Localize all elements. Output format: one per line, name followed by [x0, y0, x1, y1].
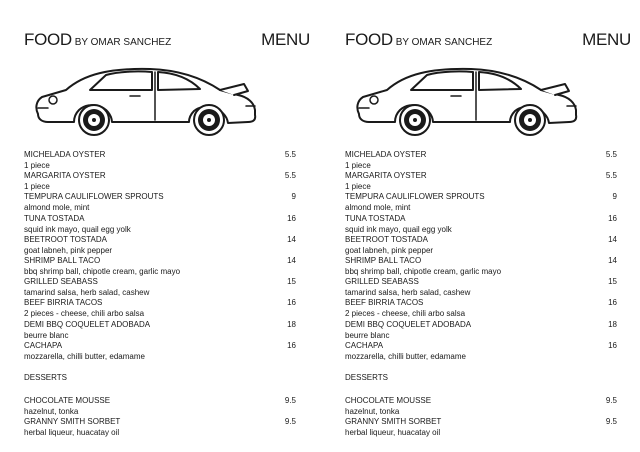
item-name: BEEF BIRRIA TACOS: [345, 298, 424, 308]
item-desc: almond mole, mint: [345, 203, 411, 213]
item-desc: herbal liqueur, huacatay oil: [345, 428, 441, 438]
car-icon: [24, 62, 270, 138]
item-name: GRANNY SMITH SORBET: [24, 417, 121, 427]
item-name: BEEF BIRRIA TACOS: [24, 298, 103, 308]
menu-item: [24, 150, 296, 171]
item-desc: herbal liqueur, huacatay oil: [24, 428, 120, 438]
item-price: 18: [608, 319, 617, 329]
item-price: 15: [608, 277, 617, 287]
brand-logo: [345, 30, 492, 50]
item-name: SHRIMP BALL TACO: [345, 255, 422, 265]
item-price: 14: [287, 234, 296, 244]
item-price: 9: [291, 192, 296, 202]
item-desc: beurre blanc: [24, 330, 69, 340]
menu-item: [345, 235, 617, 256]
item-desc: bbq shrimp ball, chipotle cream, garlic mayo: [345, 266, 502, 276]
menu-list: [24, 150, 296, 438]
item-desc: 2 pieces - cheese, chili arbo salsa: [345, 309, 466, 319]
brand-food: FOOD: [345, 30, 393, 49]
item-desc: mozzarella, chilli butter, edamame: [345, 351, 466, 361]
menu-item: [345, 277, 617, 298]
menu-item: [24, 214, 296, 235]
item-name: GRILLED SEABASS: [24, 277, 98, 287]
dessert-item: [24, 417, 296, 438]
item-price: 14: [608, 255, 617, 265]
item-desc: 2 pieces - cheese, chili arbo salsa: [24, 309, 145, 319]
menu-list: [345, 150, 617, 438]
item-desc: 1 piece: [24, 161, 50, 170]
dessert-item: [345, 417, 617, 438]
item-name: MICHELADA OYSTER: [24, 150, 106, 159]
car-icon: [345, 62, 591, 138]
item-price: 9.5: [605, 417, 617, 427]
dessert-item: [345, 396, 617, 417]
dessert-item: [24, 396, 296, 417]
item-name: CHOCOLATE MOUSSE: [24, 395, 111, 405]
menu-item: [24, 320, 296, 341]
item-price: 9: [612, 192, 617, 202]
item-desc: squid ink mayo, quail egg yolk: [24, 224, 131, 234]
item-price: 9.5: [284, 417, 296, 427]
item-name: BEETROOT TOSTADA: [24, 234, 107, 244]
item-name: TEMPURA CAULIFLOWER SPROUTS: [345, 192, 485, 202]
item-desc: 1 piece: [345, 182, 371, 192]
item-desc: beurre blanc: [345, 330, 390, 340]
item-price: 5.5: [284, 171, 296, 181]
item-desc: squid ink mayo, quail egg yolk: [345, 224, 452, 234]
menu-title: MENU: [582, 30, 631, 49]
item-price: 16: [287, 213, 296, 223]
item-name: SHRIMP BALL TACO: [24, 255, 101, 265]
menu-item: [24, 256, 296, 277]
menu-item: [24, 277, 296, 298]
menu-item: [24, 235, 296, 256]
item-desc: tamarind salsa, herb salad, cashew: [24, 288, 150, 298]
menu-item: [345, 150, 617, 171]
menu-item: [24, 298, 296, 319]
item-price: 15: [287, 277, 296, 287]
menu-item: [24, 171, 296, 192]
menu-item: [24, 192, 296, 213]
brand-byline: BY OMAR SANCHEZ: [71, 37, 172, 48]
item-name: DEMI BBQ COQUELET ADOBADA: [24, 319, 151, 329]
item-name: CACHAPA: [345, 340, 384, 350]
brand-logo: [24, 30, 171, 50]
item-name: GRILLED SEABASS: [345, 277, 419, 287]
item-desc: 1 piece: [24, 182, 50, 192]
item-name: TUNA TOSTADA: [24, 213, 85, 223]
menu-item: [24, 341, 296, 362]
item-name: DEMI BBQ COQUELET ADOBADA: [345, 319, 472, 329]
item-name: BEETROOT TOSTADA: [345, 234, 428, 244]
brand-food: FOOD: [24, 30, 72, 49]
menu-item: [345, 298, 617, 319]
item-name: MICHELADA OYSTER: [345, 150, 427, 159]
menu-item: [345, 256, 617, 277]
menu-title: MENU: [261, 30, 310, 49]
brand-byline: BY OMAR SANCHEZ: [392, 37, 493, 48]
menu-item: [345, 341, 617, 362]
item-price: 5.5: [605, 150, 617, 159]
menu-item: [345, 192, 617, 213]
item-price: 18: [287, 319, 296, 329]
menu-panel-right: [345, 0, 640, 452]
item-desc: hazelnut, tonka: [24, 406, 79, 416]
menu-item: [345, 171, 617, 192]
desserts-heading: DESSERTS: [345, 372, 388, 382]
item-price: 16: [608, 213, 617, 223]
item-desc: tamarind salsa, herb salad, cashew: [345, 288, 471, 298]
menu-header: [345, 30, 631, 54]
item-name: CACHAPA: [24, 340, 63, 350]
item-price: 5.5: [284, 150, 296, 159]
item-name: MARGARITA OYSTER: [345, 171, 427, 181]
item-price: 14: [608, 234, 617, 244]
item-name: TUNA TOSTADA: [345, 213, 406, 223]
menu-panel-left: [24, 0, 320, 452]
item-name: TEMPURA CAULIFLOWER SPROUTS: [24, 192, 164, 202]
item-price: 16: [608, 340, 617, 350]
item-desc: goat labneh, pink pepper: [24, 245, 113, 255]
menu-header: [24, 30, 310, 54]
item-price: 9.5: [284, 395, 296, 405]
item-desc: goat labneh, pink pepper: [345, 245, 434, 255]
item-desc: mozzarella, chilli butter, edamame: [24, 351, 145, 361]
item-price: 16: [287, 340, 296, 350]
item-name: CHOCOLATE MOUSSE: [345, 395, 432, 405]
item-desc: bbq shrimp ball, chipotle cream, garlic mayo: [24, 266, 181, 276]
desserts-heading: DESSERTS: [24, 372, 67, 382]
item-desc: hazelnut, tonka: [345, 406, 400, 416]
item-name: MARGARITA OYSTER: [24, 171, 106, 181]
item-price: 14: [287, 255, 296, 265]
menu-item: [345, 214, 617, 235]
item-desc: 1 piece: [345, 161, 371, 170]
item-price: 5.5: [605, 171, 617, 181]
item-name: GRANNY SMITH SORBET: [345, 417, 442, 427]
item-price: 16: [608, 298, 617, 308]
item-desc: almond mole, mint: [24, 203, 90, 213]
menu-item: [345, 320, 617, 341]
item-price: 16: [287, 298, 296, 308]
item-price: 9.5: [605, 395, 617, 405]
